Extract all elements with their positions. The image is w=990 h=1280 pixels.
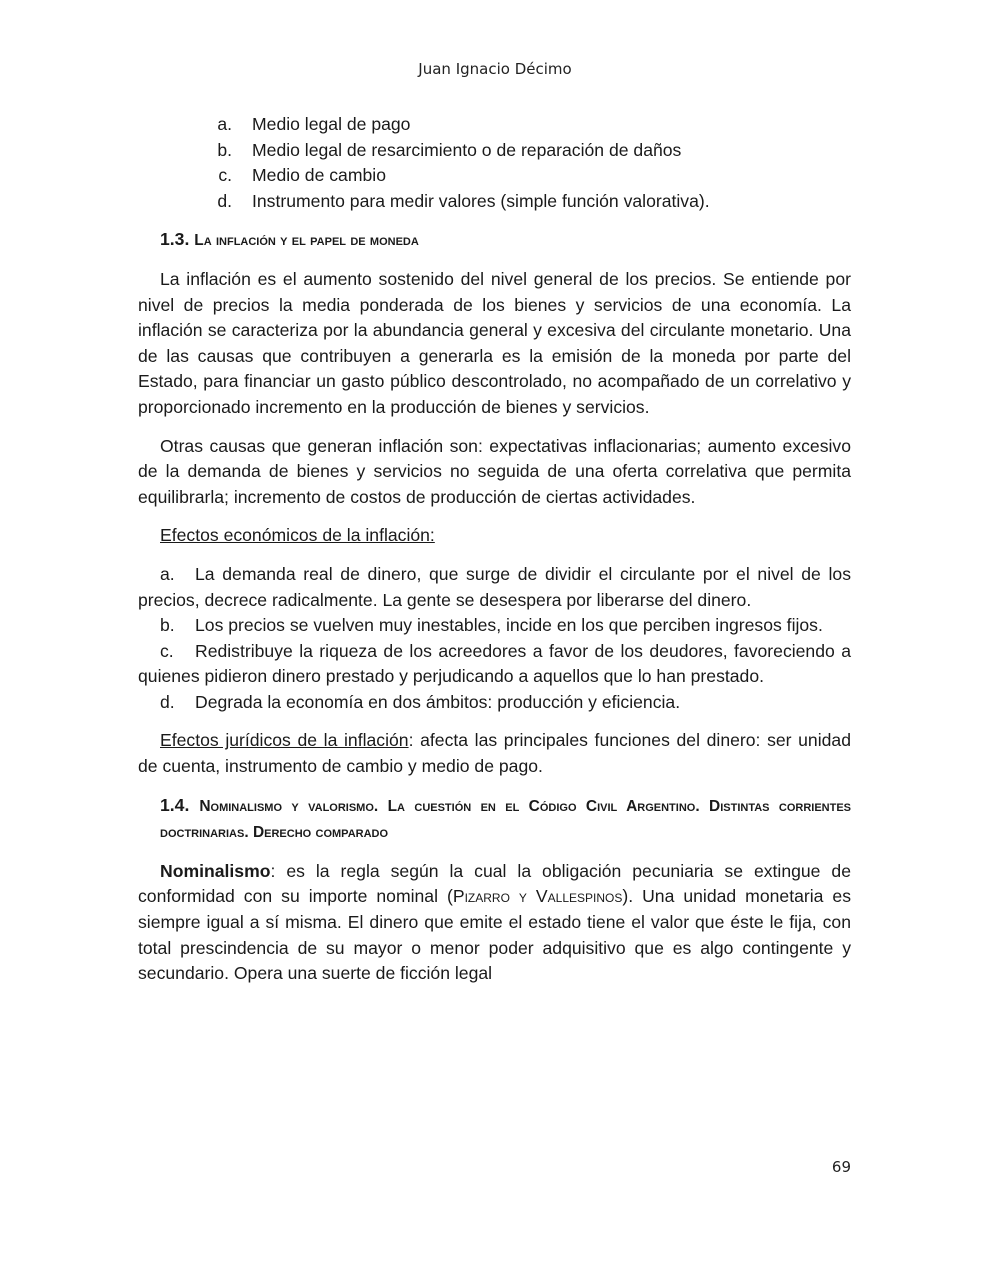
- section-number: 1.4.: [160, 794, 190, 815]
- legal-effects-text: : afecta las principales funciones del dinero: ser unidad de cuenta, instrumento de cambio y medio de pago.: [138, 730, 851, 777]
- section-heading-1-3: [138, 227, 851, 254]
- list-marker: d.: [160, 691, 175, 712]
- section-heading-1-4: [138, 793, 851, 846]
- list-item-text: Redistribuye la riqueza de los acreedores a favor de los deudores, favoreciendo a quienes pidieron dinero prestado y perjudicando a aquellos que lo han prestado.: [138, 640, 851, 687]
- nominalism-text-a: : es la regla según la cual la obligación pecuniaria se extingue de conformidad con su importe nominal (: [138, 860, 851, 907]
- list-item-text: Instrumento para medir valores (simple función valorativa).: [252, 190, 710, 211]
- list-item: [138, 639, 851, 690]
- section-title: Nominalismo y valorismo. La cuestión en el Código Civil Argentino. Distintas corrientes doctrinarias. Derecho comparado: [160, 797, 851, 842]
- list-item: [138, 138, 851, 164]
- nominalism-text-b: ). Una unidad monetaria es siempre igual a sí misma. El dinero que emite el estado tiene el valor que éste le fija, con total prescindencia de su mayor o menor poder adquisitivo que es algo contingente y secundario. Opera una suerte de ficción legal: [138, 886, 851, 984]
- list-item: [138, 163, 851, 189]
- list-marker: c.: [160, 640, 174, 661]
- subheading-text: Efectos económicos de la inflación:: [160, 525, 435, 546]
- paragraph-other-causes: Otras causas que generan inflación son: expectativas inflacionarias; aumento excesivo de la demanda de bienes y servicios no seguida de una oferta correlativa que permita equilibrarla; incremento de costos de producción de ciertas actividades.: [138, 435, 851, 507]
- list-marker: c.: [218, 165, 232, 186]
- list-item-text: La demanda real de dinero, que surge de dividir el circulante por el nivel de los precios, decrece radicalmente. La gente se desespera por liberarse del dinero.: [138, 563, 851, 610]
- running-header: Juan Ignacio Décimo: [418, 60, 572, 78]
- list-item-text: Medio legal de resarcimiento o de reparación de daños: [252, 139, 682, 160]
- list-marker: b.: [217, 139, 232, 160]
- list-item: [138, 690, 851, 716]
- list-item-text: Medio legal de pago: [252, 114, 411, 134]
- section-number: 1.3.: [160, 229, 190, 250]
- money-functions-list: [138, 112, 851, 214]
- list-item-text: Los precios se vuelven muy inestables, incide en los que perciben ingresos fijos.: [195, 615, 823, 636]
- citation-authors: Pizarro y Vallespinos: [452, 886, 623, 907]
- list-item-text: Degrada la economía en dos ámbitos: producción y eficiencia.: [195, 691, 681, 712]
- page-number: 69: [831, 1158, 851, 1176]
- list-item: [138, 562, 851, 613]
- list-marker: b.: [160, 615, 175, 636]
- list-item: [138, 613, 851, 639]
- term-nominalismo: Nominalismo: [160, 860, 271, 881]
- list-marker: a.: [160, 563, 175, 584]
- paragraph-nominalism: [138, 859, 851, 987]
- list-item-text: Medio de cambio: [252, 165, 386, 186]
- list-item: [138, 189, 851, 215]
- section-title: La inflación y el papel de moneda: [194, 232, 419, 250]
- economic-effects-list: [138, 562, 851, 716]
- paragraph-inflation-definition: La inflación es el aumento sostenido del nivel general de los precios. Se entiende por nivel de precios la media ponderada de los bienes y servicios de una economía. La inflación se caracteriza por la abundancia general y excesiva del circulante monetario. Una de las causas que contribuyen a generarla es la emisión de la moneda por parte del Estado, para financiar un gasto público descontrolado, no acompañado de un correlativo y proporcionado incremento en la producción de bienes y servicios.: [138, 268, 851, 417]
- legal-effects-label: Efectos jurídicos de la inflación: [160, 730, 409, 751]
- paragraph-legal-effects: [138, 728, 851, 779]
- list-marker: d.: [217, 190, 232, 211]
- list-marker: a.: [217, 114, 232, 134]
- subheading-economic-effects: [138, 523, 851, 549]
- page-body: [138, 112, 851, 1000]
- list-item: [138, 112, 851, 138]
